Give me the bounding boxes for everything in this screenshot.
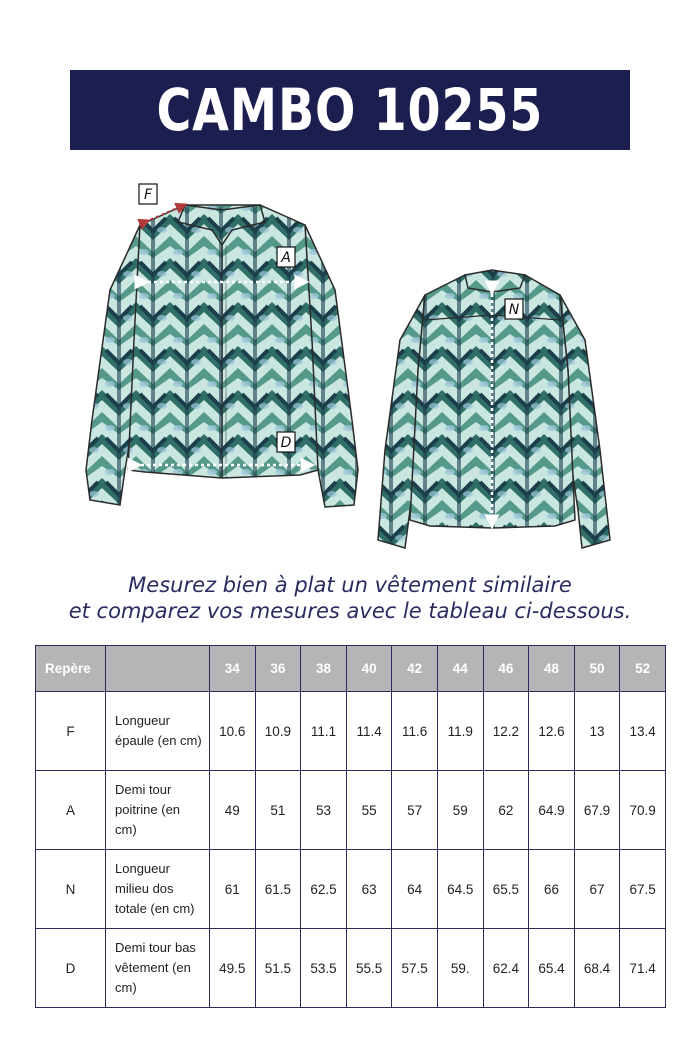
header-size: 46 bbox=[483, 646, 529, 692]
table-cell: 57 bbox=[392, 771, 438, 850]
caption-line-1: Mesurez bien à plat un vêtement similaire bbox=[128, 573, 572, 597]
table-cell: 13 bbox=[574, 692, 620, 771]
table-header-row bbox=[36, 646, 666, 692]
table-cell: 61 bbox=[210, 850, 256, 929]
row-marker: N bbox=[36, 850, 106, 929]
table-cell: 71.4 bbox=[620, 929, 666, 1008]
table-cell: 11.4 bbox=[346, 692, 392, 771]
marker-n: N bbox=[508, 302, 520, 318]
row-marker: D bbox=[36, 929, 106, 1008]
table-cell: 59 bbox=[437, 771, 483, 850]
table-cell: 49.5 bbox=[210, 929, 256, 1008]
table-cell: 64 bbox=[392, 850, 438, 929]
marker-d: D bbox=[280, 435, 292, 451]
table-cell: 63 bbox=[346, 850, 392, 929]
row-label: Demi tour bas vêtement (en cm) bbox=[106, 929, 210, 1008]
back-shirt bbox=[378, 270, 610, 548]
table-cell: 64.9 bbox=[529, 771, 575, 850]
table-cell: 12.2 bbox=[483, 692, 529, 771]
table-cell: 67.5 bbox=[620, 850, 666, 929]
table-cell: 70.9 bbox=[620, 771, 666, 850]
header-size: 36 bbox=[255, 646, 301, 692]
table-cell: 67 bbox=[574, 850, 620, 929]
row-label: Demi tour poitrine (en cm) bbox=[106, 771, 210, 850]
table-row bbox=[36, 850, 666, 929]
row-marker: A bbox=[36, 771, 106, 850]
table-cell: 10.6 bbox=[210, 692, 256, 771]
marker-a: A bbox=[281, 250, 291, 266]
back-collar bbox=[465, 270, 525, 292]
marker-f: F bbox=[143, 187, 153, 203]
table-cell: 53 bbox=[301, 771, 347, 850]
header-size: 34 bbox=[210, 646, 256, 692]
row-label: Longueur milieu dos totale (en cm) bbox=[106, 850, 210, 929]
table-cell: 67.9 bbox=[574, 771, 620, 850]
garment-illustration bbox=[0, 170, 700, 560]
header-size: 44 bbox=[437, 646, 483, 692]
header-size: 40 bbox=[346, 646, 392, 692]
table-cell: 53.5 bbox=[301, 929, 347, 1008]
table-cell: 68.4 bbox=[574, 929, 620, 1008]
header-size: 38 bbox=[301, 646, 347, 692]
table-row bbox=[36, 771, 666, 850]
table-row bbox=[36, 929, 666, 1008]
table-cell: 10.9 bbox=[255, 692, 301, 771]
table-cell: 11.9 bbox=[437, 692, 483, 771]
product-title: CAMBO 10255 bbox=[156, 76, 544, 144]
table-cell: 59. bbox=[437, 929, 483, 1008]
table-cell: 11.6 bbox=[392, 692, 438, 771]
table-cell: 55.5 bbox=[346, 929, 392, 1008]
table-cell: 12.6 bbox=[529, 692, 575, 771]
table-cell: 65.4 bbox=[529, 929, 575, 1008]
caption-line-2: et comparez vos mesures avec le tableau ci-dessous. bbox=[68, 599, 632, 623]
header-size: 50 bbox=[574, 646, 620, 692]
table-cell: 62.5 bbox=[301, 850, 347, 929]
front-shirt bbox=[86, 184, 358, 507]
table-cell: 13.4 bbox=[620, 692, 666, 771]
table-cell: 57.5 bbox=[392, 929, 438, 1008]
header-size: 52 bbox=[620, 646, 666, 692]
table-cell: 51 bbox=[255, 771, 301, 850]
header-size: 42 bbox=[392, 646, 438, 692]
table-cell: 66 bbox=[529, 850, 575, 929]
table-cell: 49 bbox=[210, 771, 256, 850]
header-marker: Repère bbox=[36, 646, 106, 692]
table-cell: 51.5 bbox=[255, 929, 301, 1008]
table-cell: 62 bbox=[483, 771, 529, 850]
row-marker: F bbox=[36, 692, 106, 771]
header-label bbox=[106, 646, 210, 692]
header-size: 48 bbox=[529, 646, 575, 692]
size-chart-table bbox=[35, 645, 666, 1008]
table-cell: 64.5 bbox=[437, 850, 483, 929]
table-row bbox=[36, 692, 666, 771]
title-banner bbox=[70, 70, 630, 150]
table-cell: 11.1 bbox=[301, 692, 347, 771]
table-cell: 55 bbox=[346, 771, 392, 850]
table-cell: 65.5 bbox=[483, 850, 529, 929]
table-cell: 61.5 bbox=[255, 850, 301, 929]
measurement-instructions bbox=[0, 572, 700, 624]
row-label: Longueur épaule (en cm) bbox=[106, 692, 210, 771]
table-cell: 62.4 bbox=[483, 929, 529, 1008]
